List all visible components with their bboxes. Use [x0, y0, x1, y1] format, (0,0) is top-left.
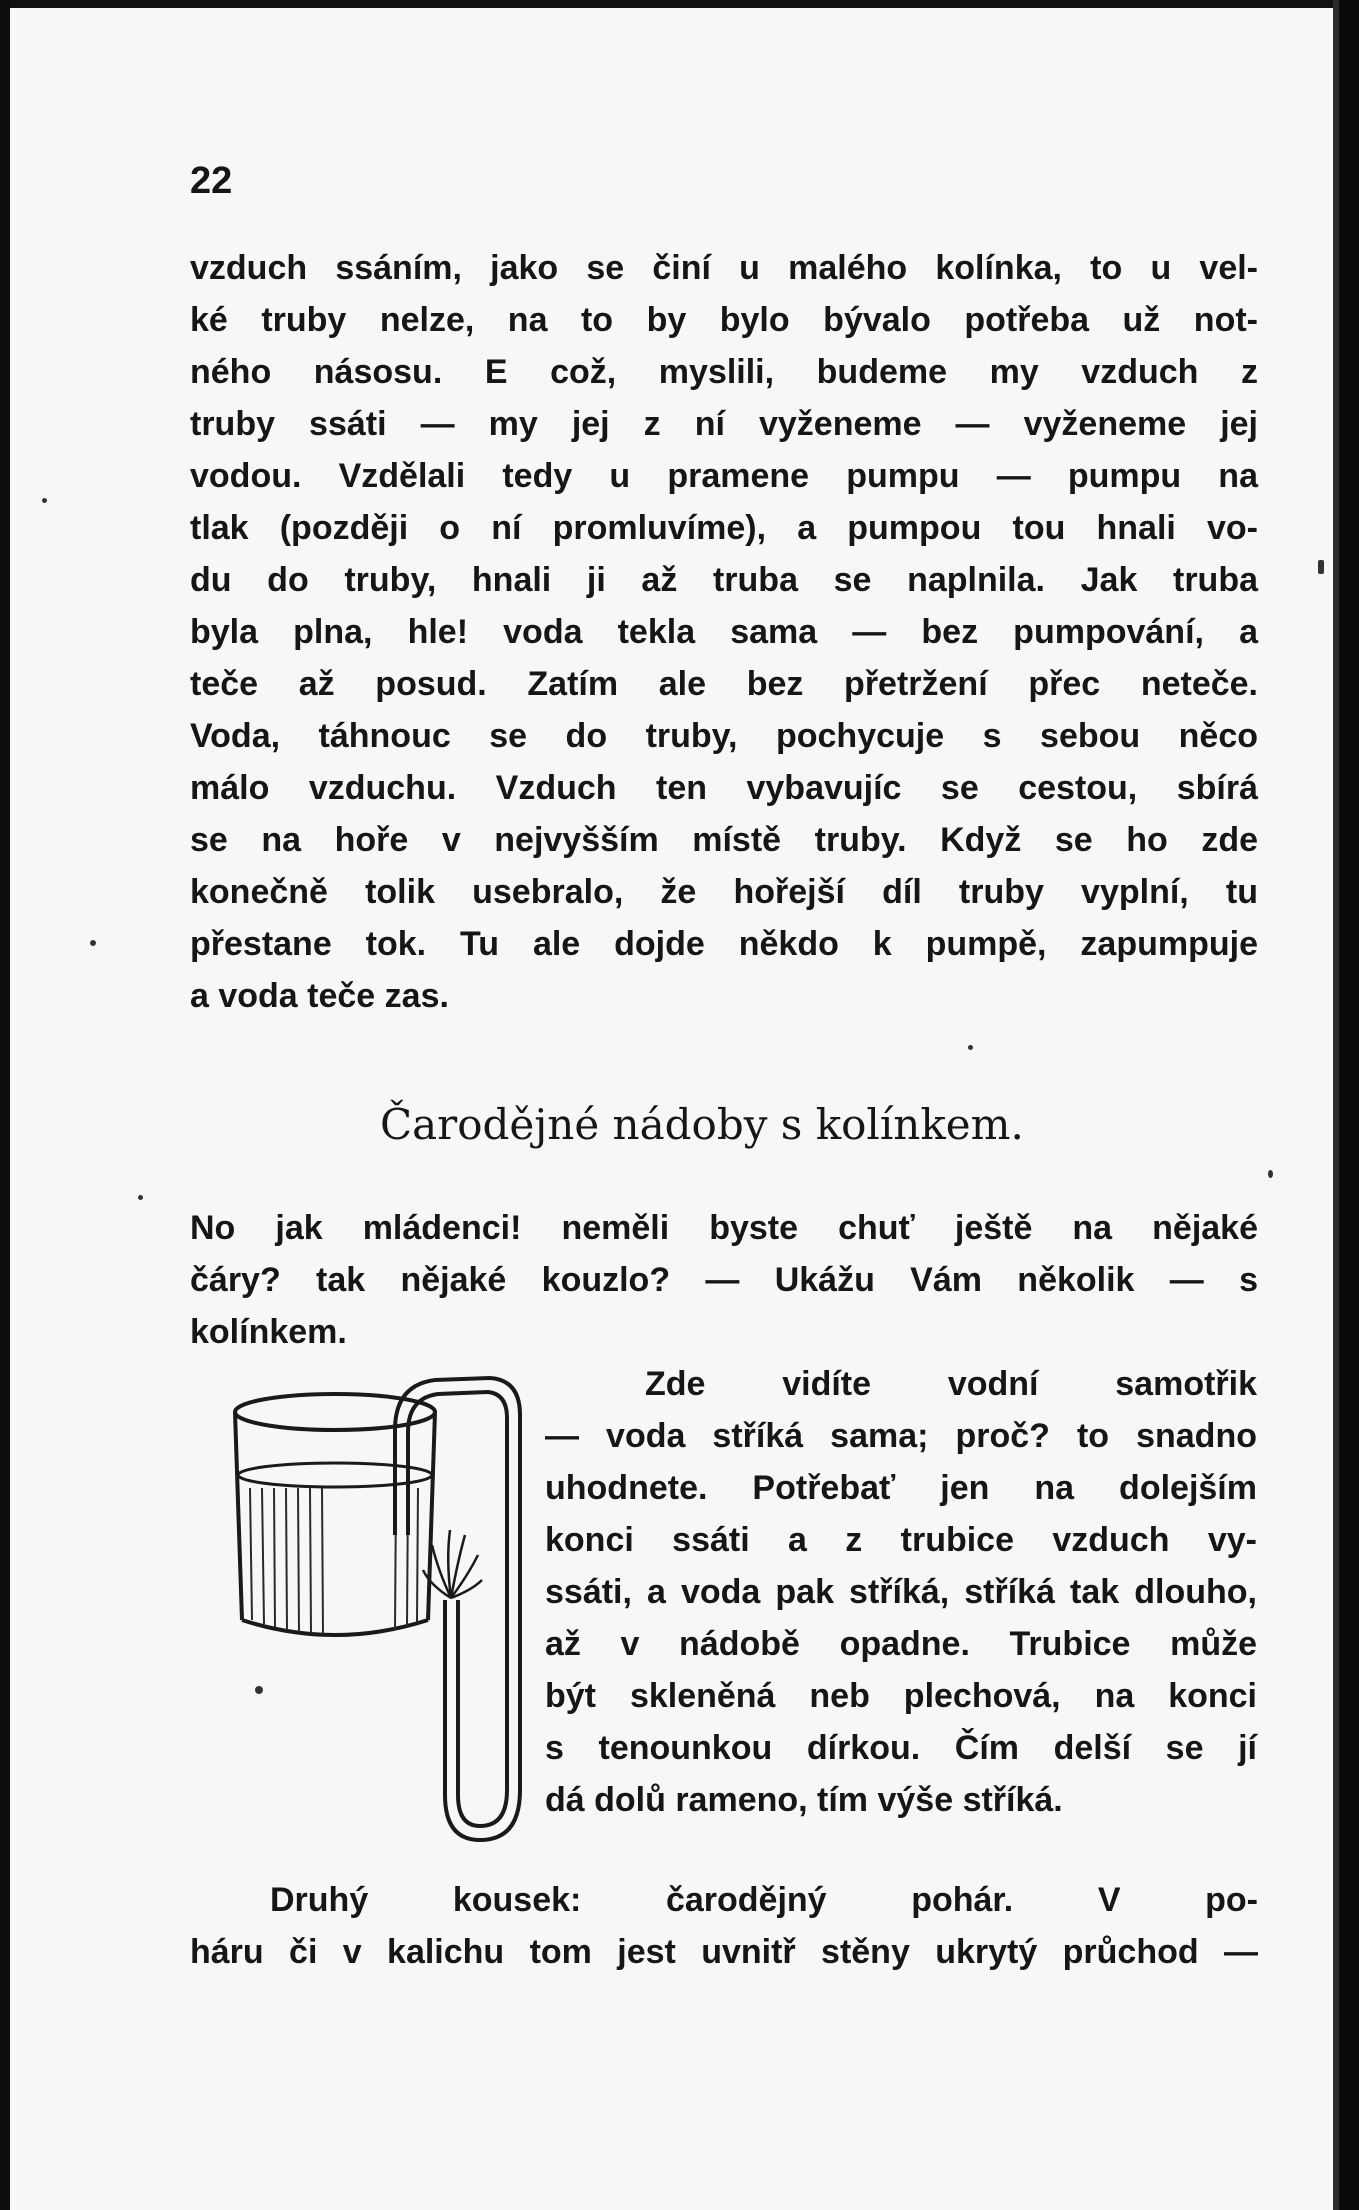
scan-speck [968, 1045, 973, 1050]
paragraph-1-line: přestane tok. Tu ale dojde někdo k pumpě, zapumpuje [190, 925, 1258, 963]
paragraph-2-line: čáry? tak nějaké kouzlo? — Ukážu Vám několik — s [190, 1261, 1258, 1299]
scan-speck [90, 940, 96, 946]
paragraph-1-line: byla plna, hle! voda tekla sama — bez pumpování, a [190, 613, 1258, 651]
paragraph-3-line: konci ssáti a z trubice vzduch vy- [545, 1521, 1257, 1559]
page-edge-right [1339, 0, 1359, 2210]
page-edge-left [0, 0, 10, 2210]
paragraph-3-line: — voda stříká sama; proč? to snadno [545, 1417, 1257, 1455]
glass-siphon-illustration [220, 1370, 550, 1870]
paragraph-1-line: truby ssáti — my jej z ní vyženeme — vyženeme jej [190, 405, 1258, 443]
paragraph-3-line: být skleněná neb plechová, na konci [545, 1677, 1257, 1715]
paragraph-3-line: s tenounkou dírkou. Čím delší se jí [545, 1729, 1257, 1767]
paragraph-1-line: ného násosu. E což, myslili, budeme my vzduch z [190, 353, 1258, 391]
paragraph-1-line: vodou. Vzdělali tedy u pramene pumpu — pumpu na [190, 457, 1258, 495]
page-number: 22 [190, 160, 233, 202]
paragraph-2-line: No jak mládenci! neměli byste chuť ještě na nějaké [190, 1209, 1258, 1247]
scan-speck [1318, 560, 1324, 574]
paragraph-3-line: ssáti, a voda pak stříká, stříká tak dlouho, [545, 1573, 1257, 1611]
paragraph-3-line: až v nádobě opadne. Trubice může [545, 1625, 1257, 1663]
section-heading: Čarodějné nádoby s kolínkem. [380, 1100, 1024, 1149]
paragraph-3-line: uhodnete. Potřebať jen na dolejším [545, 1469, 1257, 1507]
paragraph-1-line: konečně tolik usebralo, že hořejší díl truby vyplní, tu [190, 873, 1258, 911]
paragraph-2-line: kolínkem. [190, 1313, 347, 1351]
paragraph-4-line: Druhý kousek: čarodějný pohár. V po- [270, 1881, 1258, 1919]
scan-speck [255, 1686, 263, 1694]
scan-speck [138, 1195, 143, 1200]
paragraph-4-line: háru či v kalichu tom jest uvnitř stěny ukrytý průchod — [190, 1933, 1258, 1971]
scan-speck [1268, 1170, 1273, 1178]
paragraph-1-line: se na hoře v nejvyšším místě truby. Když se ho zde [190, 821, 1258, 859]
paragraph-1-line: du do truby, hnali ji až truba se naplnila. Jak truba [190, 561, 1258, 599]
paragraph-1-line: tlak (později o ní promluvíme), a pumpou tou hnali vo- [190, 509, 1258, 547]
paragraph-1-line: teče až posud. Zatím ale bez přetržení přec neteče. [190, 665, 1258, 703]
paragraph-3-line: Zde vidíte vodní samotřik [645, 1365, 1257, 1403]
paragraph-1-line: Voda, táhnouc se do truby, pochycuje s sebou něco [190, 717, 1258, 755]
scan-speck [42, 498, 47, 503]
paragraph-1-line: málo vzduchu. Vzduch ten vybavujíc se cestou, sbírá [190, 769, 1258, 807]
paragraph-1-line: vzduch ssáním, jako se činí u malého kolínka, to u vel- [190, 249, 1258, 287]
page-edge-top [0, 0, 1359, 8]
paragraph-1-line: ké truby nelze, na to by bylo bývalo potřeba už not- [190, 301, 1258, 339]
paragraph-1-line: a voda teče zas. [190, 977, 449, 1015]
paragraph-3-line: dá dolů rameno, tím výše stříká. [545, 1781, 1063, 1819]
